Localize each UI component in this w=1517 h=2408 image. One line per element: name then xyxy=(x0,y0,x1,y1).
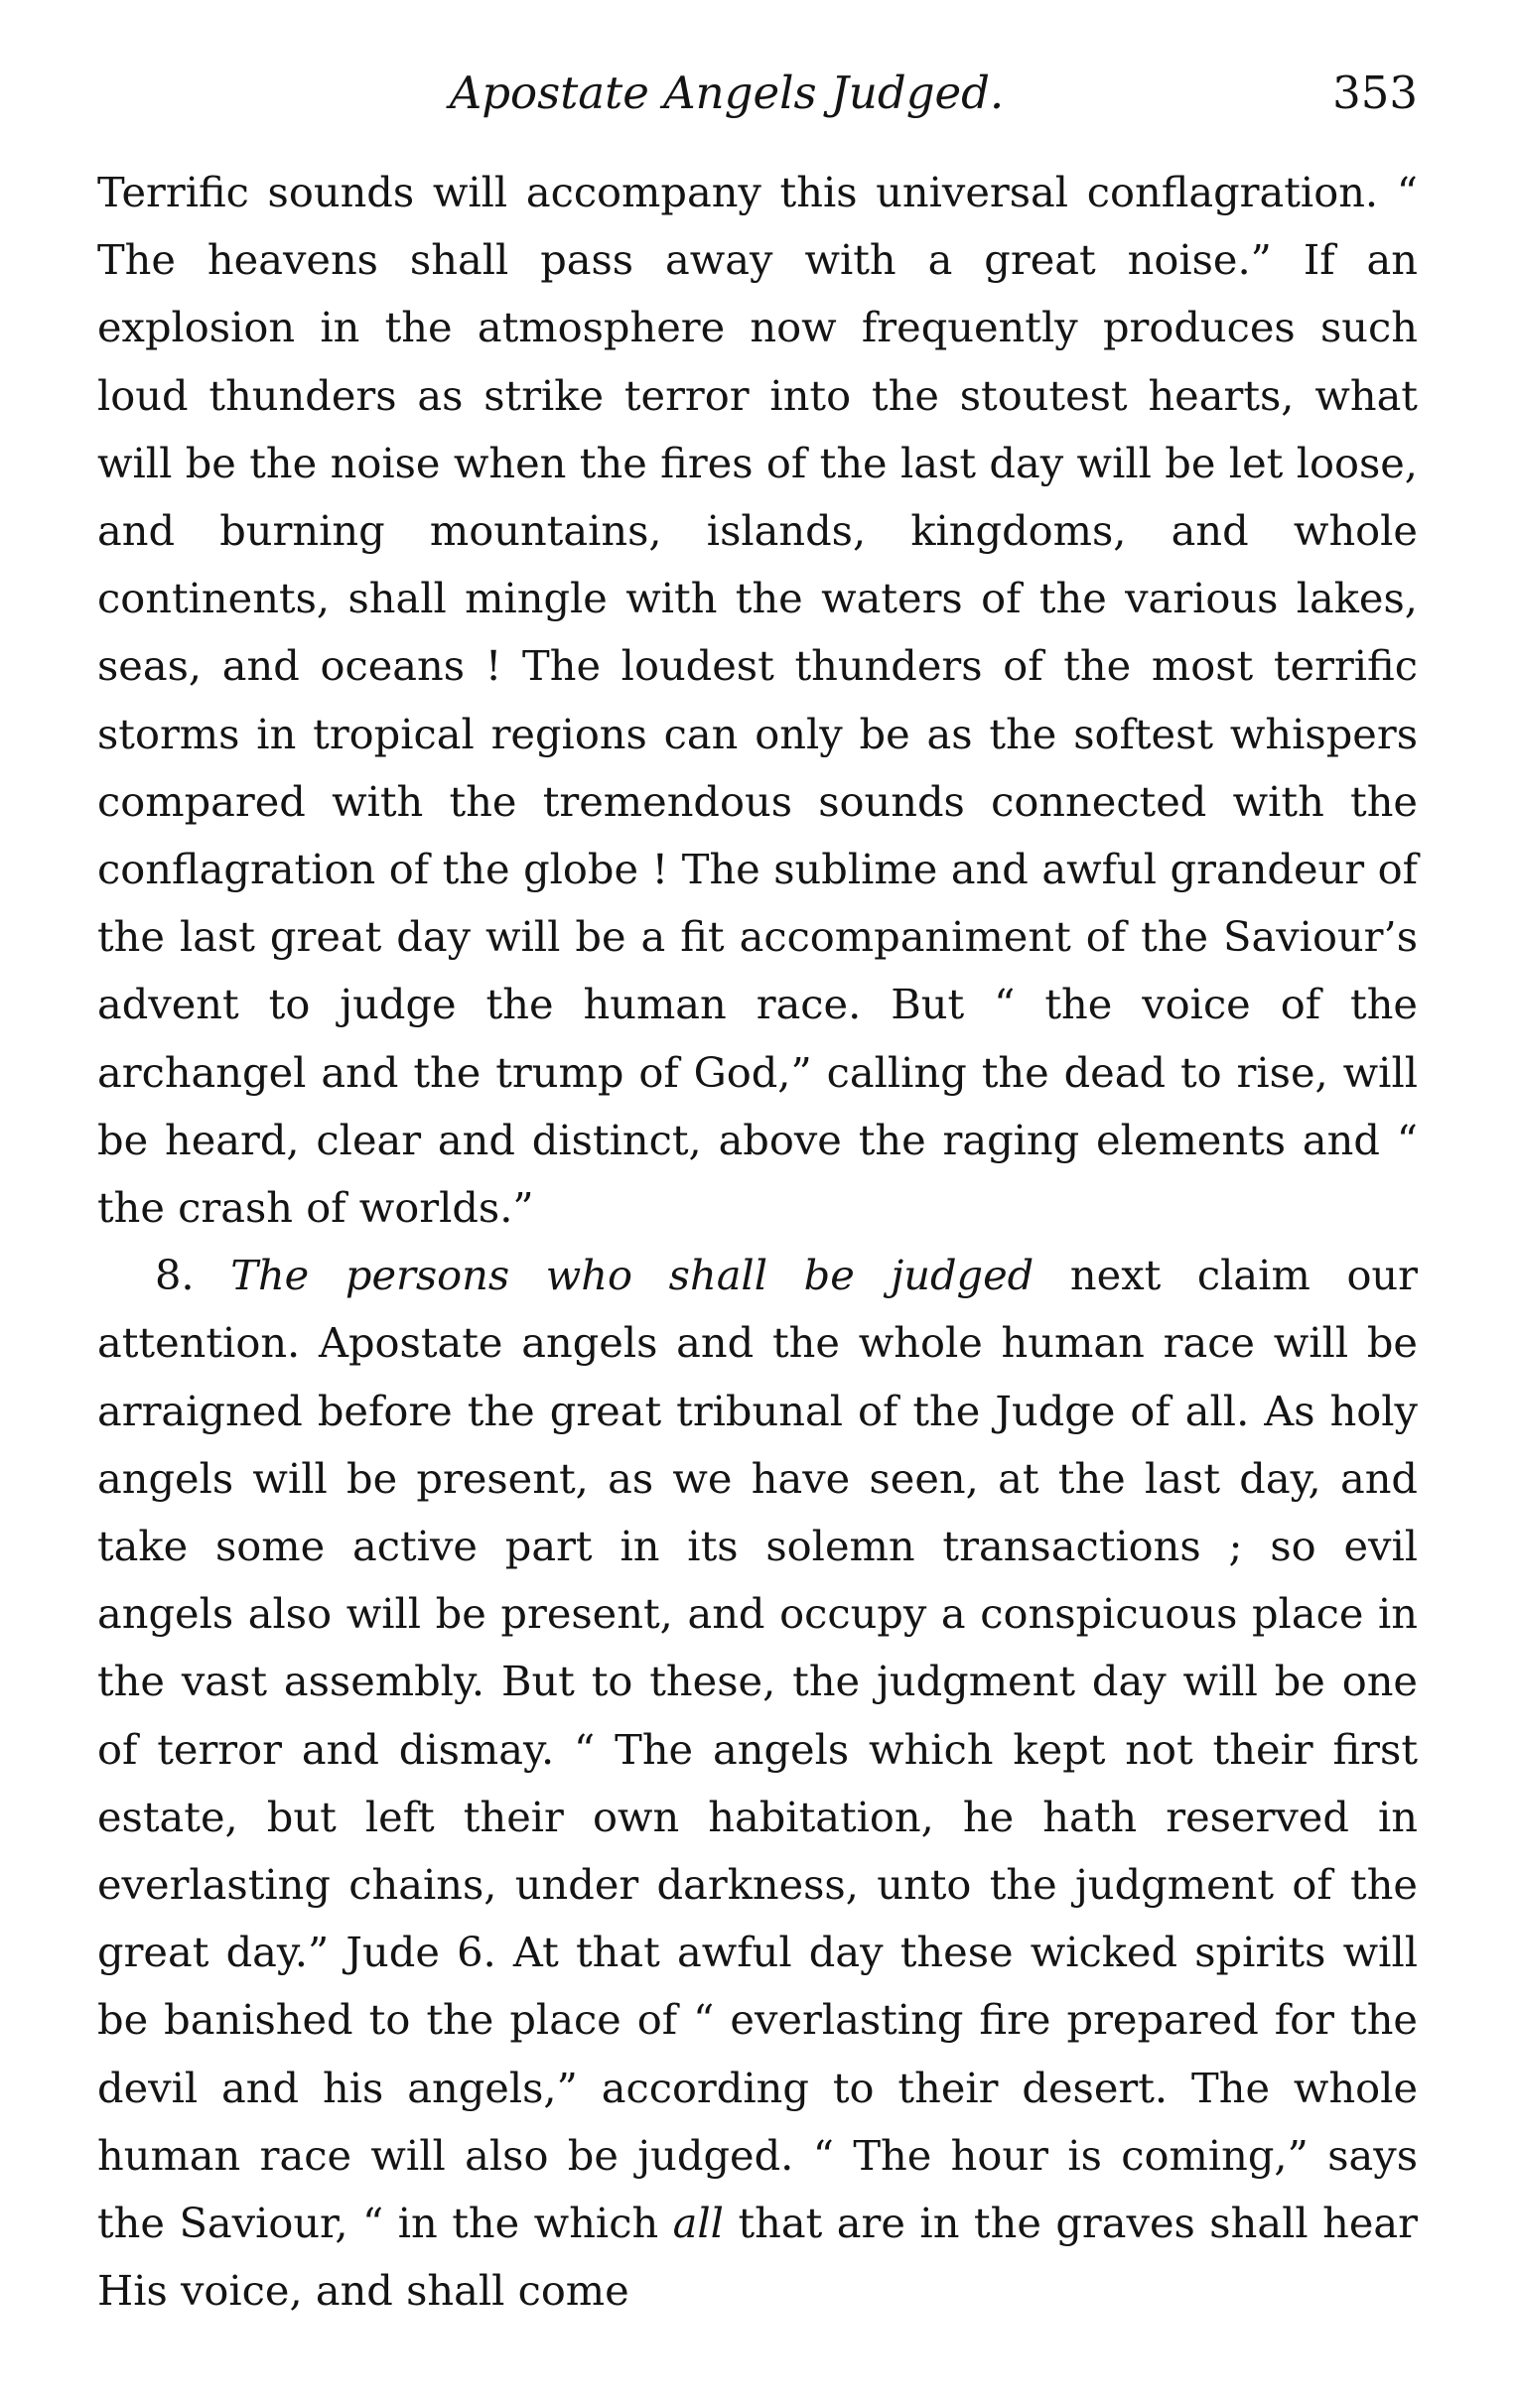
paragraph-number: 8. xyxy=(155,1251,195,1300)
paragraph-conflagration: Terrific sounds will accompany this universal conflagration. “ The heavens shall pass away with a great noise.” If an explosion in the atmosphere now frequently produces such loud thunders as strike terror into the stoutest hearts, what will be the noise when the fires of the last day will be let loose, and burning mountains, islands, kingdoms, and whole continents, shall mingle with the waters of the various lakes, seas, and oceans ! The loudest thunders of the most terrific storms in tropical regions can only be as the softest whispers compared with the tremendous sounds connected with the conflagration of the globe ! The sublime and awful grandeur of the last great day will be a fit accompaniment of the Saviour’s advent to judge the human race. But “ the voice of the archangel and the trump of God,” calling the dead to rise, will be heard, clear and distinct, above the raging elements and “ the crash of worlds.” xyxy=(97,168,1418,1233)
running-title: Apostate Angels Judged. xyxy=(449,67,1005,119)
body-text xyxy=(97,159,1418,2326)
paragraph-persons-judged xyxy=(97,1242,1418,2325)
page-header xyxy=(95,62,1418,125)
italic-emphasis-all: all xyxy=(672,2199,724,2248)
page-number: 353 xyxy=(1332,67,1418,119)
italic-heading: The persons who shall be judged xyxy=(230,1251,1034,1300)
paragraph-text-b: that are in the graves shall hear His voice, and shall come xyxy=(97,2199,1418,2316)
paragraph-text-a: next claim our attention. Apostate angels and the whole human race will be arraigned before the great tribunal of the Judge of all. As holy angels will be present, as we have seen, at the last day, and take some active part in its solemn transactions ; so evil angels also will be present, and occupy a conspicuous place in the vast assembly. But to these, the judgment day will be one of terror and dismay. “ The angels which kept not their first estate, but left their own habitation, he hath reserved in everlasting chains, under darkness, unto the judgment of the great day.” Jude 6. At that awful day these wicked spirits will be banished to the place of “ everlasting fire prepared for the devil and his angels,” according to their desert. The whole human race will also be judged. “ The hour is coming,” says the Saviour, “ in the which xyxy=(97,1251,1418,2248)
